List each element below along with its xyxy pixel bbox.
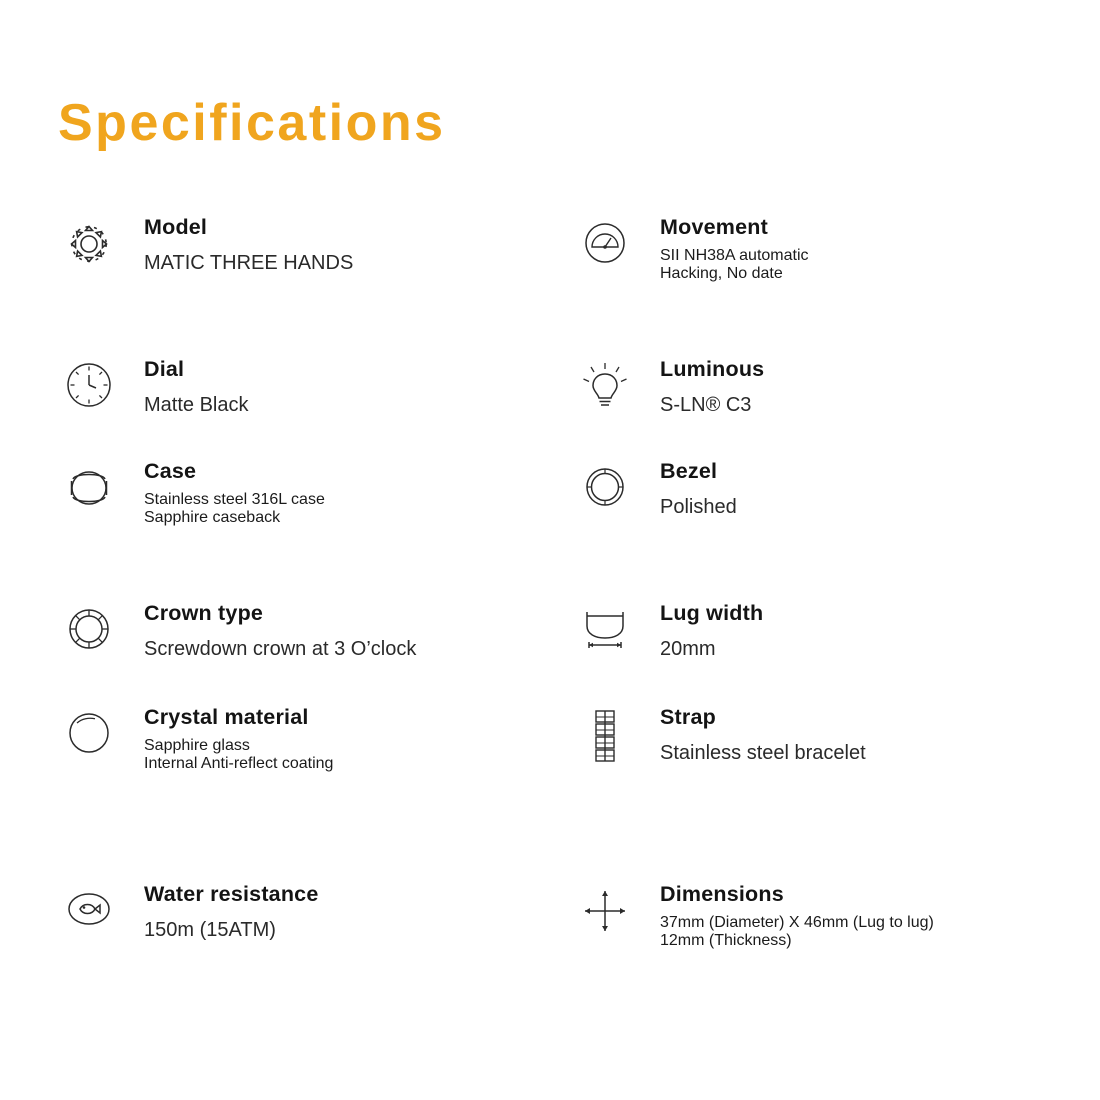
spec-item-crystal-material: [58, 704, 574, 881]
spec-value: [144, 633, 416, 666]
spec-label: Crystal material: [144, 705, 309, 730]
spec-value-line: 150m (15ATM): [144, 919, 276, 942]
gear-icon: [58, 214, 120, 270]
crystal-icon: [58, 704, 120, 760]
spec-label: Dimensions: [660, 882, 784, 907]
spec-value-line: Sapphire caseback: [144, 509, 281, 527]
spec-value: [660, 491, 737, 524]
spec-value-line: 20mm: [660, 638, 716, 661]
spec-text: [660, 600, 763, 666]
spec-value-line: MATIC THREE HANDS: [144, 252, 354, 275]
specifications-column-left: [58, 214, 574, 981]
spec-value-line: Polished: [660, 496, 737, 519]
spec-item-luminous: [574, 356, 1090, 458]
spec-value-line: SII NH38A automatic: [660, 247, 809, 265]
spec-label: Movement: [660, 215, 768, 240]
spec-value: [144, 247, 353, 280]
strap-bracelet-icon: [574, 704, 636, 760]
lug-width-icon: [574, 600, 636, 656]
spec-value-line: Stainless steel 316L case: [144, 491, 325, 509]
specifications-column-right: [574, 214, 1090, 981]
spec-text: [144, 600, 416, 666]
spec-label: Luminous: [660, 357, 765, 382]
spec-value-line: 37mm (Diameter) X 46mm (Lug to lug): [660, 914, 934, 932]
spec-item-lug-width: [574, 600, 1090, 704]
spec-label: Bezel: [660, 459, 718, 484]
watch-case-icon: [58, 458, 120, 514]
spec-item-water-resistance: [58, 881, 574, 981]
spec-label: Dial: [144, 357, 185, 382]
crown-icon: [58, 600, 120, 656]
spec-value-line: Matte Black: [144, 394, 249, 417]
spec-label: Case: [144, 459, 197, 484]
spec-item-bezel: [574, 458, 1090, 600]
water-resistance-fish-icon: [58, 881, 120, 937]
spec-value-line: Hacking, No date: [660, 265, 783, 283]
page-title: Specifications: [58, 94, 446, 152]
spec-text: [144, 356, 248, 422]
spec-value-line: Internal Anti-reflect coating: [144, 755, 334, 773]
spec-value: [660, 737, 866, 770]
spec-value: [660, 633, 763, 666]
spec-item-dial: [58, 356, 574, 458]
spec-value: [144, 914, 319, 947]
spec-label: Crown type: [144, 601, 264, 626]
spec-value-line: S-LN® C3: [660, 394, 752, 417]
spec-text: [660, 214, 809, 299]
spec-item-strap: [574, 704, 1090, 881]
luminous-bulb-icon: [574, 356, 636, 412]
movement-gauge-icon: [574, 214, 636, 270]
bezel-ring-icon: [574, 458, 636, 514]
spec-text: [660, 458, 737, 524]
dimensions-arrows-icon: [574, 881, 636, 937]
spec-value: [660, 389, 764, 422]
spec-text: [144, 704, 333, 789]
spec-value: [144, 389, 248, 422]
spec-text: [144, 458, 325, 543]
spec-text: [144, 214, 353, 280]
spec-item-dimensions: [574, 881, 1090, 981]
spec-value-line: 12mm (Thickness): [660, 932, 792, 950]
spec-label: Model: [144, 215, 208, 240]
spec-text: [660, 356, 764, 422]
spec-label: Water resistance: [144, 882, 319, 907]
spec-text: [660, 881, 934, 966]
spec-label: Strap: [660, 705, 716, 730]
spec-value-line: Stainless steel bracelet: [660, 742, 866, 765]
spec-item-case: [58, 458, 574, 600]
spec-item-movement: [574, 214, 1090, 356]
spec-label: Lug width: [660, 601, 764, 626]
watch-dial-icon: [58, 356, 120, 412]
spec-text: [144, 881, 319, 947]
spec-item-crown-type: [58, 600, 574, 704]
spec-item-model: [58, 214, 574, 356]
spec-text: [660, 704, 866, 770]
spec-value-line: Sapphire glass: [144, 737, 250, 755]
specifications-grid: [58, 214, 1040, 981]
spec-value-line: Screwdown crown at 3 O’clock: [144, 638, 417, 661]
